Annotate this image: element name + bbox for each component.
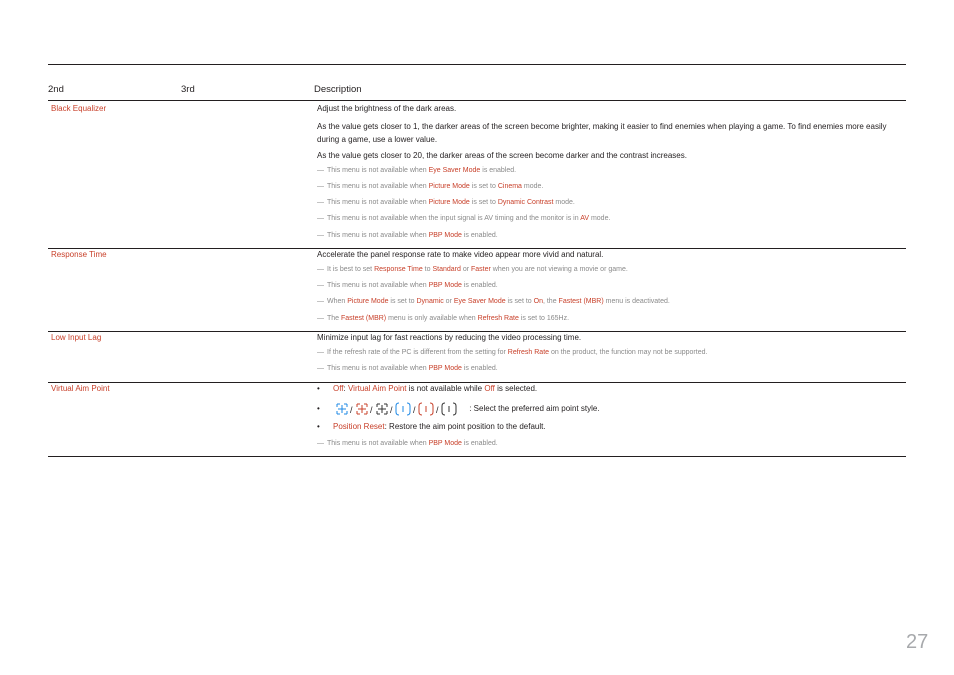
top-rule xyxy=(48,64,906,65)
be-note-5: ― This menu is not available when PBP Mode is enabled. xyxy=(317,232,498,239)
lil-note-1: ― If the refresh rate of the PC is different from the setting for Refresh Rate on the product, the function may not be supported. xyxy=(317,349,708,356)
rt-note-1: ― It is best to set Response Time to Standard or Faster when you are not viewing a movie or game. xyxy=(317,266,628,273)
be-note-4: ― This menu is not available when the input signal is AV timing and the monitor is in AV mode. xyxy=(317,215,611,222)
vap-bullet-reset: • Position Reset: Restore the aim point position to the default. xyxy=(317,422,546,431)
row-rule xyxy=(48,382,906,383)
aim-style-4-icon xyxy=(396,403,410,415)
be-desc-2: As the value gets closer to 1, the darker areas of the screen become brighter, making it easier to find enemies when playing a game. To find enemies more easily during a game, use a lower value. xyxy=(317,122,887,144)
page-number: 27 xyxy=(906,631,929,653)
be-desc-3: As the value gets closer to 20, the darker areas of the screen become darker and the contrast increases. xyxy=(317,151,687,160)
aim-style-icons xyxy=(335,402,469,416)
svg-text:/: / xyxy=(390,405,393,415)
be-note-3: ― This menu is not available when Picture Mode is set to Dynamic Contrast mode. xyxy=(317,199,575,206)
aim-style-1-icon xyxy=(337,404,347,414)
note-dash: ― xyxy=(317,167,324,174)
aim-style-6-icon xyxy=(442,403,456,415)
header-2nd: 2nd xyxy=(48,84,64,95)
header-3rd: 3rd xyxy=(181,84,195,95)
svg-text:/: / xyxy=(413,405,416,415)
svg-text:/: / xyxy=(370,405,373,415)
aim-style-5-icon xyxy=(419,403,433,415)
rt-desc-1: Accelerate the panel response rate to make video appear more vivid and natural. xyxy=(317,250,604,259)
section-low-input-lag: Low Input Lag xyxy=(51,333,102,342)
be-note-2: ― This menu is not available when Picture Mode is set to Cinema mode. xyxy=(317,183,544,190)
svg-text:/: / xyxy=(436,405,439,415)
lil-desc-1: Minimize input lag for fast reactions by reducing the video processing time. xyxy=(317,333,582,342)
header-rule xyxy=(48,100,906,101)
be-desc-1: Adjust the brightness of the dark areas. xyxy=(317,104,457,113)
vap-bullet-off: • Off: Virtual Aim Point is not available while Off is selected. xyxy=(317,384,538,393)
vap-bullet-styles: • / / / / / : Select the preferred aim point style. xyxy=(317,402,600,416)
header-description: Description xyxy=(314,84,362,95)
section-black-equalizer: Black Equalizer xyxy=(51,104,107,113)
section-virtual-aim-point: Virtual Aim Point xyxy=(51,384,110,393)
rt-note-2: ― This menu is not available when PBP Mode is enabled. xyxy=(317,282,498,289)
rt-note-4: ― The Fastest (MBR) menu is only available when Refresh Rate is set to 165Hz. xyxy=(317,315,570,322)
be-note-1: ― This menu is not available when Eye Saver Mode is enabled. xyxy=(317,167,517,174)
vap-note-1: ― This menu is not available when PBP Mode is enabled. xyxy=(317,440,498,447)
aim-style-2-icon xyxy=(357,404,367,414)
lil-note-2: ― This menu is not available when PBP Mode is enabled. xyxy=(317,365,498,372)
bottom-rule xyxy=(48,456,906,457)
rt-note-3: ― When Picture Mode is set to Dynamic or Eye Saver Mode is set to On, the Fastest (MBR) menu is deactivated. xyxy=(317,298,670,305)
section-response-time: Response Time xyxy=(51,250,107,259)
aim-style-3-icon xyxy=(377,404,387,414)
svg-text:/: / xyxy=(350,405,353,415)
